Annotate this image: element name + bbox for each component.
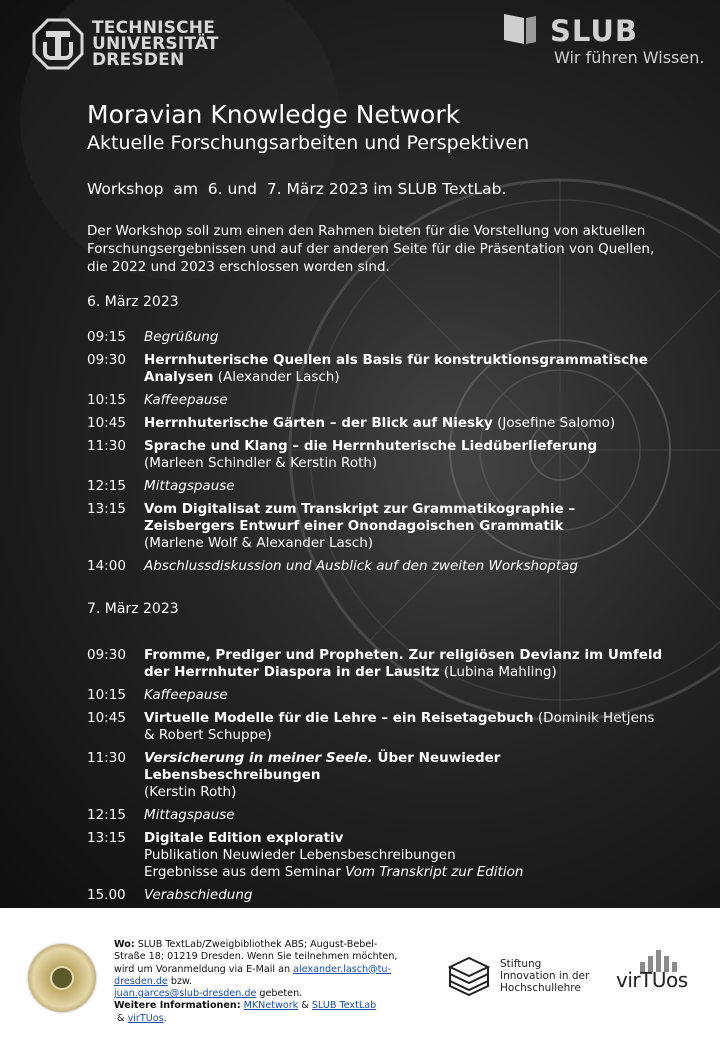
day2-label: 7. März 2023	[87, 601, 179, 617]
row-title: Herrnhuterische Quellen als Basis für konstruktionsgrammatische Analysen	[144, 352, 648, 385]
schedule-row	[87, 501, 667, 552]
row-title: Mittagspause	[144, 807, 235, 823]
row-title: Abschlussdiskussion und Ausblick auf den zweiten Workshoptag	[144, 558, 578, 574]
row-line-3: Ergebnisse aus dem Seminar	[144, 864, 346, 880]
row-speaker: (Marleen Schindler & Kerstin Roth)	[144, 455, 378, 471]
row-speaker: (Josefine Salomo)	[492, 415, 616, 431]
footer-info-text	[114, 939, 404, 1025]
row-title: Fromme, Prediger und Propheten. Zur religiösen Devianz im Umfeld der Herrnhuter Diaspora in der Lausitz	[144, 647, 663, 680]
row-time: 15.00	[87, 887, 126, 903]
slub-tagline: Wir führen Wissen.	[554, 48, 705, 67]
schedule-row	[87, 352, 667, 386]
schedule-row	[87, 807, 667, 824]
footer	[0, 908, 720, 1040]
row-time: 09:30	[87, 647, 126, 663]
tud-line-1: TECHNISCHE	[92, 18, 216, 38]
row-time: 09:15	[87, 329, 126, 345]
schedule-row	[87, 415, 667, 432]
row-title: Digitale Edition explorativ	[144, 830, 344, 846]
row-speaker: (Lubina Mahling)	[439, 664, 557, 680]
schedule-row	[87, 887, 667, 904]
email-link-garces[interactable]: juan.garces@slub-dresden.de	[114, 988, 257, 1000]
wo-text: SLUB TextLab/Zweigbibliothek ABS; August-Bebel-Straße 18; 01219 Dresden. Wenn Sie teilnehmen möchten, wird um Voranmeldung via E-Mail an	[114, 939, 398, 975]
seal-image	[28, 944, 96, 1012]
stiftung-line-3: Hochschullehre	[500, 982, 581, 994]
row-time: 13:15	[87, 830, 126, 846]
schedule-row	[87, 478, 667, 495]
row-time: 12:15	[87, 807, 126, 823]
slub-name: SLUB	[550, 14, 638, 48]
row-time: 11:30	[87, 750, 126, 766]
schedule-row	[87, 647, 667, 681]
stiftung-cube-icon	[448, 956, 490, 996]
workshop-date-line: Workshop am 6. und 7. März 2023 im SLUB TextLab.	[87, 180, 507, 198]
row-time: 09:30	[87, 352, 126, 368]
stiftung-line-1: Stiftung	[500, 958, 542, 970]
virtuos-logo	[612, 948, 702, 1008]
schedule-row	[87, 687, 667, 704]
row-title: Sprache und Klang – die Herrnhuterische Liedüberlieferung	[144, 438, 598, 454]
stiftung-logo	[448, 956, 589, 996]
slub-logo	[502, 12, 704, 67]
info-label: Weitere Informationen:	[114, 1000, 241, 1012]
schedule-row	[87, 750, 667, 801]
schedule-row	[87, 438, 667, 472]
gebeten-text: gebeten.	[256, 988, 303, 1000]
row-speaker: (Marlene Wolf & Alexander Lasch)	[144, 535, 374, 551]
schedule-row	[87, 392, 667, 409]
row-line-3-italic: Vom Transkript zur Edition	[345, 864, 524, 880]
row-speaker: (Kerstin Roth)	[144, 784, 237, 800]
row-line-2: Publikation Neuwieder Lebensbeschreibungen	[144, 847, 456, 863]
schedule-row	[87, 329, 667, 346]
day2-schedule	[87, 647, 667, 908]
row-time: 10:45	[87, 415, 126, 431]
slub-textlab-link[interactable]: SLUB TextLab	[311, 1000, 377, 1012]
row-time: 13:15	[87, 501, 126, 517]
row-title: Vom Digitalisat zum Transkript zur Grammatikographie – Zeisbergers Entwurf einer Onondagoischen Grammatik	[144, 501, 576, 534]
row-time: 14:00	[87, 558, 126, 574]
tud-logo	[32, 18, 219, 70]
tud-emblem-icon	[32, 18, 84, 70]
row-title: Herrnhuterische Gärten – der Blick auf Niesky	[144, 415, 493, 431]
row-speaker: (Alexander Lasch)	[213, 369, 340, 385]
schedule-row	[87, 558, 667, 575]
row-time: 10:45	[87, 710, 126, 726]
mknetwork-link[interactable]: MKNetwork	[243, 1000, 299, 1012]
row-time: 11:30	[87, 438, 126, 454]
virtuos-link[interactable]: virTUos	[127, 1012, 164, 1024]
dot: .	[163, 1012, 167, 1024]
row-time: 10:15	[87, 392, 126, 408]
row-title: Begrüßung	[144, 329, 219, 345]
tud-line-2: UNIVERSITÄT	[92, 34, 219, 54]
day1-schedule	[87, 329, 667, 581]
row-speaker: (Dominik Hetjens & Robert Schuppe)	[144, 710, 655, 743]
row-title: Verabschiedung	[144, 887, 253, 903]
bzw-text: bzw.	[167, 975, 193, 987]
tud-line-3: DRESDEN	[92, 50, 185, 70]
row-title: Kaffeepause	[144, 687, 228, 703]
row-time: 12:15	[87, 478, 126, 494]
row-time: 10:15	[87, 687, 126, 703]
day1-label: 6. März 2023	[87, 294, 179, 310]
row-title: Mittagspause	[144, 478, 235, 494]
amp-1: &	[298, 1000, 312, 1012]
intro-paragraph: Der Workshop soll zum einen den Rahmen bieten für die Vorstellung von aktuellen Forschungsergebnissen und auf der anderen Seite für die Präsentation von Quellen, die 2022 und 2023 erschlossen worden sind.	[87, 223, 655, 275]
row-title: Über Neuwieder Lebensbeschreibungen	[144, 750, 501, 783]
slub-book-icon	[502, 12, 542, 46]
row-title: Virtuelle Modelle für die Lehre – ein Reisetagebuch	[144, 710, 534, 726]
schedule-row	[87, 830, 667, 881]
page-subtitle: Aktuelle Forschungsarbeiten und Perspektiven	[87, 132, 530, 154]
row-title-italic: Versicherung in meiner Seele.	[144, 750, 373, 766]
stiftung-line-2: Innovation in der	[500, 970, 590, 982]
wo-label: Wo:	[114, 939, 135, 950]
row-title: Kaffeepause	[144, 392, 228, 408]
schedule-row	[87, 710, 667, 744]
virtuos-wordmark: virTUos	[616, 968, 688, 992]
amp-2: &	[114, 1012, 128, 1024]
page-title: Moravian Knowledge Network	[87, 100, 461, 129]
email-link-lasch[interactable]: alexander.lasch@tu-dresden.de	[114, 963, 391, 987]
